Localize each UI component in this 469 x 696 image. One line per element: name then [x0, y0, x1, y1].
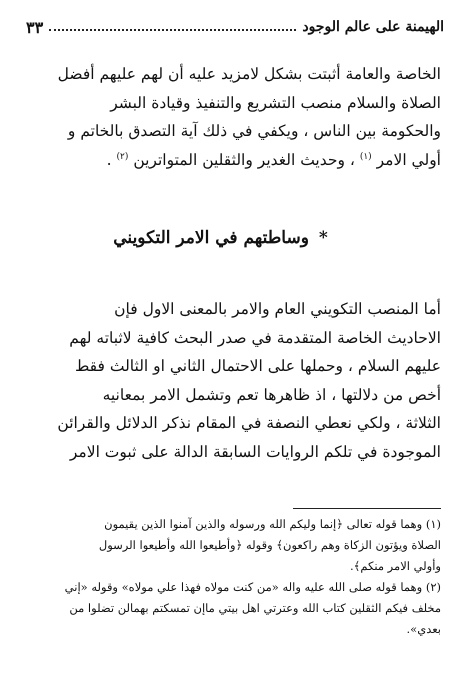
footnote-line: مخلف فيكم الثقلين كتاب الله وعترتي اهل بيتي ماإن تمسكتم بهمالن تضلوا من — [69, 601, 441, 615]
footnote-line: بعدي». — [406, 622, 441, 636]
footnote-ref-2: (٢) — [116, 151, 129, 162]
paragraph-1 — [28, 60, 441, 174]
header-title: الهيمنة على عالم الوجود — [302, 19, 444, 35]
paragraph-line: الصلاة والسلام منصب التشريع والتنفيذ وقيادة البشر — [110, 93, 441, 112]
paragraph-line: الاحاديث الخاصة المتقدمة في صدر البحث كافية لاثباته لهم — [69, 328, 441, 347]
footnote-separator — [293, 508, 441, 509]
header-leader-dots — [49, 29, 296, 31]
paragraph-2 — [28, 295, 441, 466]
paragraph-text: ، وحديث الغدير والثقلين المتواترين — [133, 150, 355, 169]
footnote-line: (١) وهما قوله تعالى ﴿إنما وليكم الله ورسوله والذين آمنوا الذين يقيمون — [104, 517, 441, 531]
paragraph-line: والحكومة بين الناس ، ويكفي في ذلك آية التصدق بالخاتم و — [67, 122, 441, 140]
paragraph-text: . — [106, 150, 112, 169]
paragraph-line: أخص من دلالتها ، اذ ظاهرها تعم وتشمل الامر بمعانيه — [102, 385, 441, 404]
paragraph-text: أولي الامر — [376, 150, 441, 169]
paragraph-line — [28, 146, 441, 175]
footnotes — [28, 514, 441, 640]
section-heading — [0, 228, 441, 248]
paragraph-line: أما المنصب التكويني العام والامر بالمعنى الاول فإن — [114, 300, 441, 318]
running-header — [26, 14, 444, 40]
footnote-ref-1: (١) — [359, 151, 372, 162]
footnote-line: وأولي الامر منكم﴾. — [350, 559, 441, 573]
heading-text: وساطتهم في الامر التكويني — [113, 228, 309, 248]
page-number: ٣٣ — [26, 17, 44, 37]
paragraph-line: الخاصة والعامة أثبتت بشكل لامزيد عليه أن لهم عليهم أفضل — [57, 65, 441, 83]
footnote-line: (٢) وهما قوله صلى الله عليه واله «من كنت مولاه فهذا علي مولاه» وقوله «إني — [64, 580, 441, 594]
paragraph-line: الثلاثة ، ولكي نعطي النصفة في المقام نذكر الدلائل والقرائن — [57, 414, 441, 432]
paragraph-line: عليهم السلام ، وحملها على الاحتمال الثاني او الثالث فقط — [74, 357, 441, 375]
paragraph-line: الموجودة في تلكم الروايات السابقة الدالة على ثبوت الامر — [69, 442, 441, 461]
footnote-line: الصلاة ويؤتون الزكاة وهم راكعون﴾ وقوله ﴿وأطيعوا الله وأطيعوا الرسول — [98, 538, 441, 552]
heading-star: * — [318, 228, 328, 248]
